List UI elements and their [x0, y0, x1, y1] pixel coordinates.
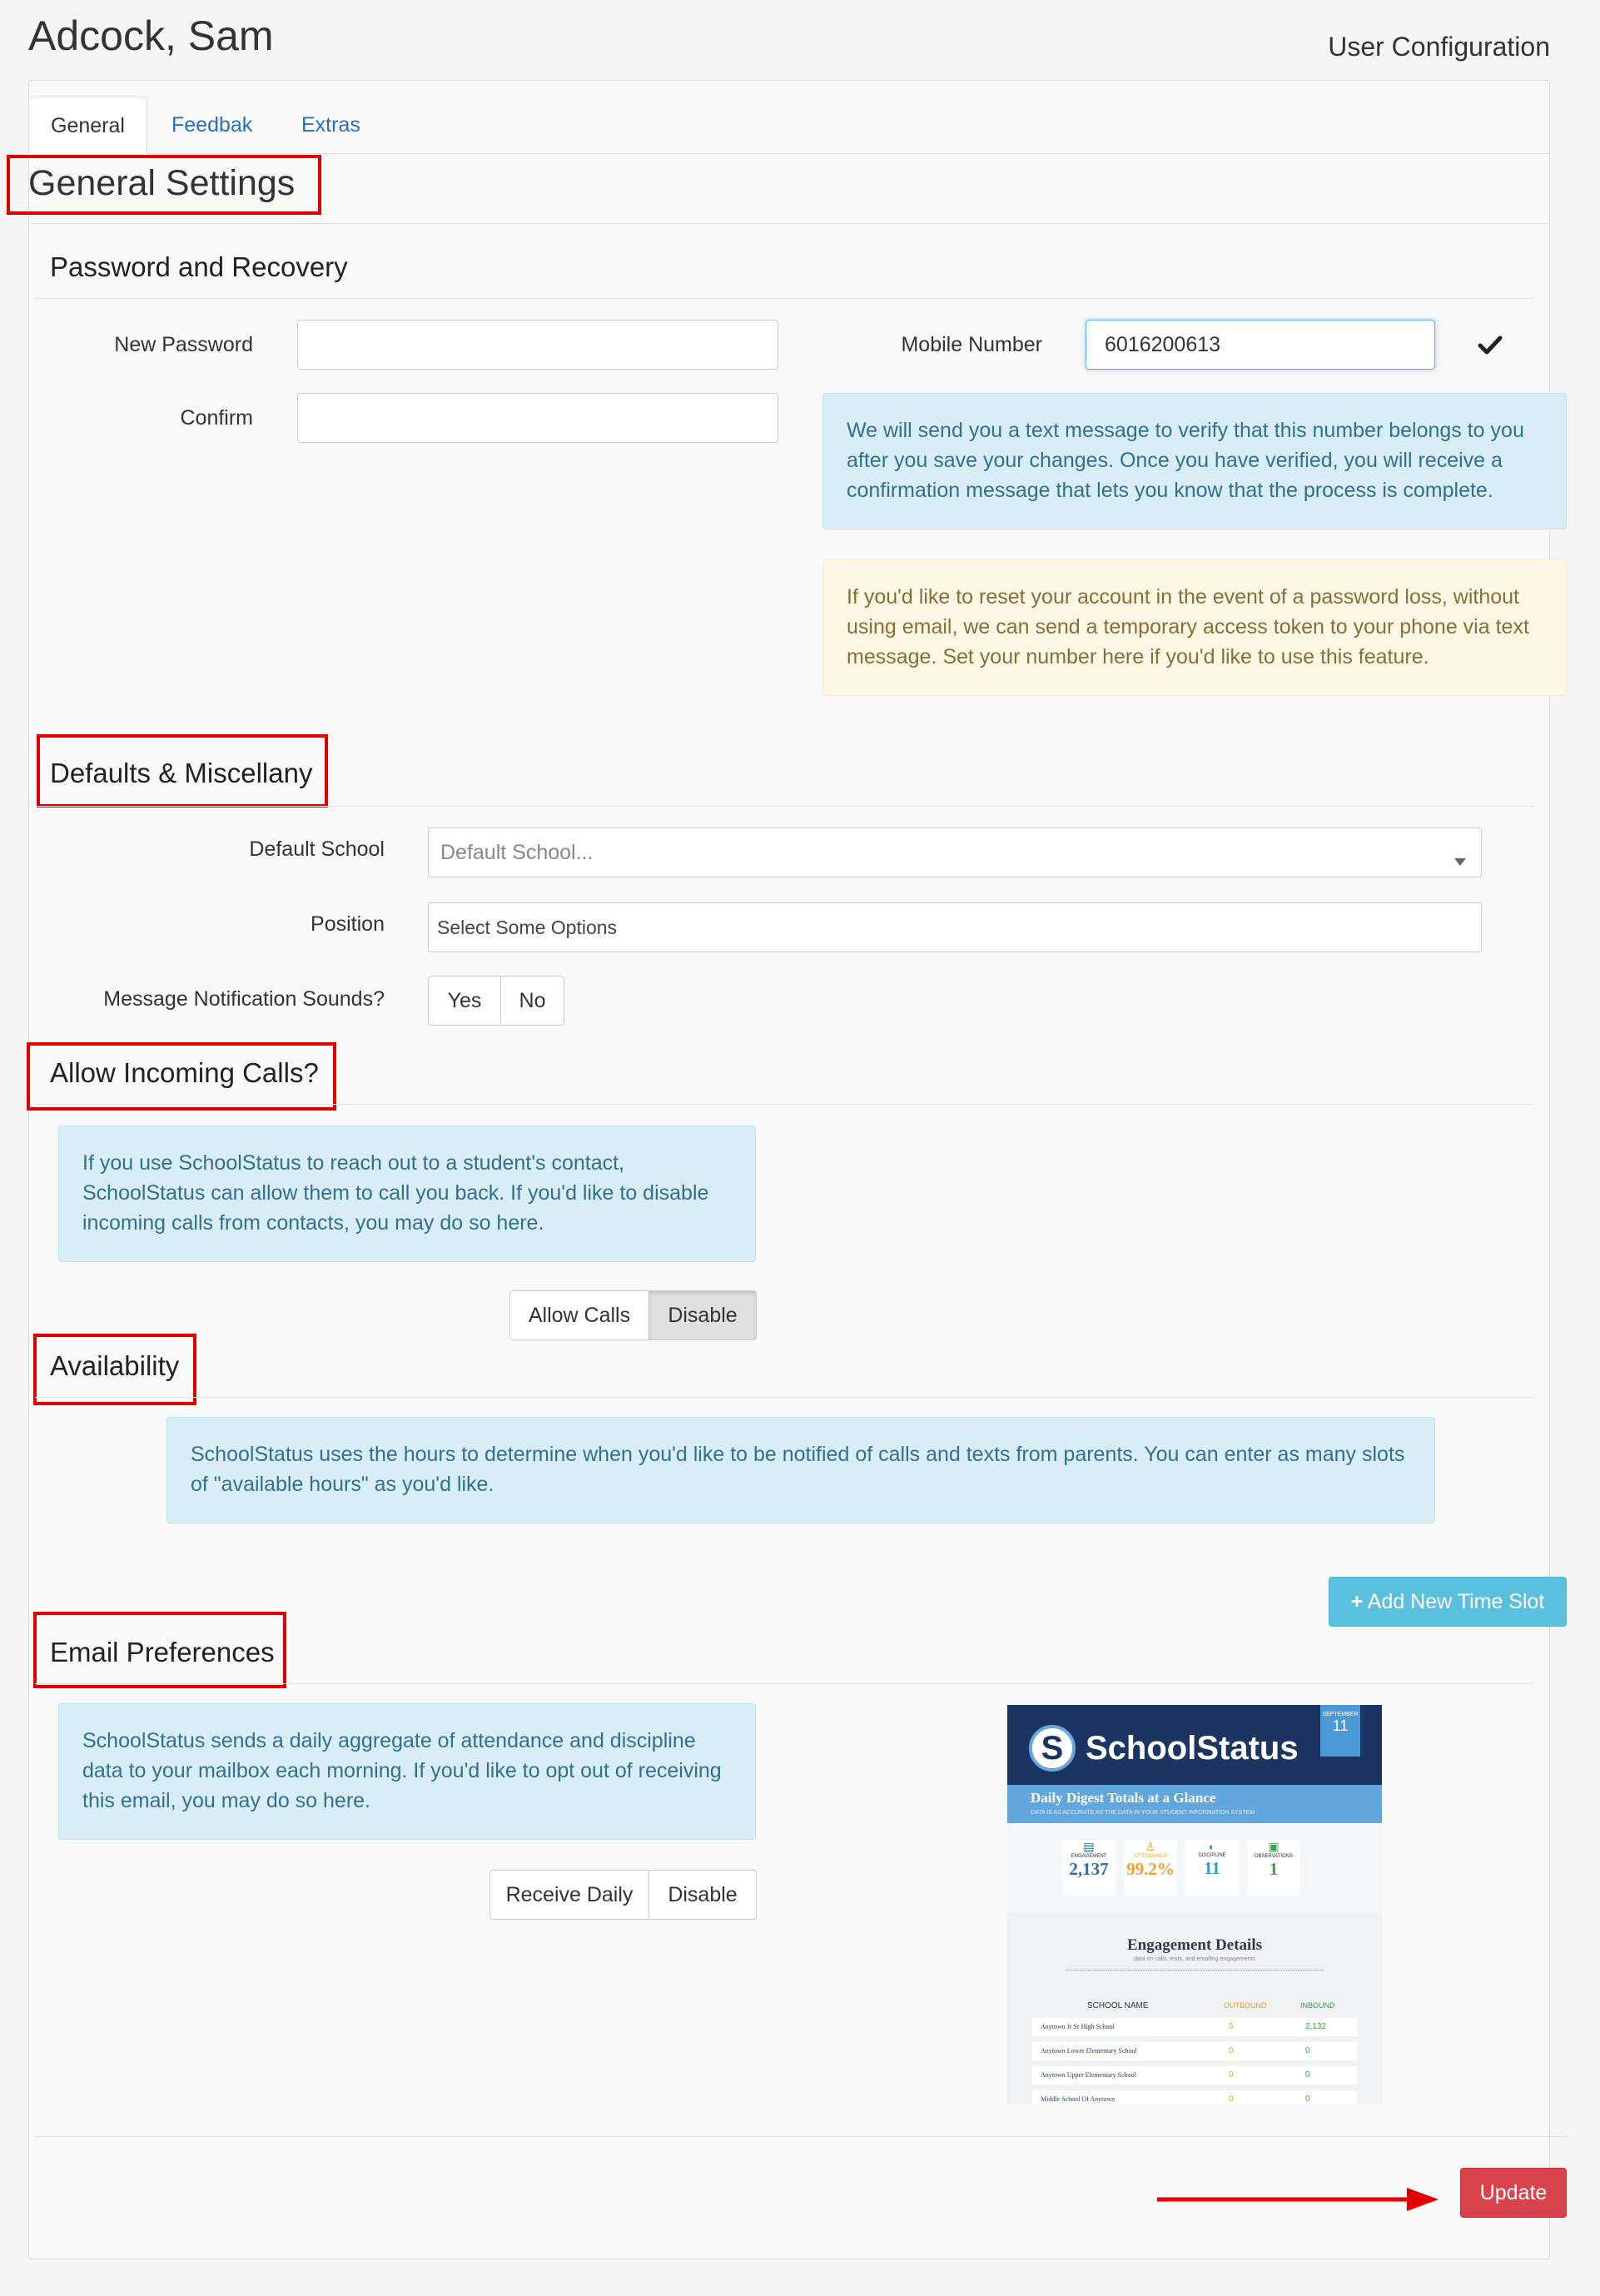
update-button[interactable]: Update [1460, 2168, 1567, 2218]
stat-observations: ▣ OBSERVATIONS 1 [1247, 1840, 1300, 1896]
password-reset-info: If you'd like to reset your account in the event of a password loss, without using email, we can send a temporary access token to your phone via text message. Set your number here if you'd like to use this feature. [822, 559, 1567, 696]
password-recovery-heading: Password and Recovery [50, 251, 348, 282]
mobile-number-label: Mobile Number [901, 333, 1042, 356]
sounds-yes-button[interactable]: Yes [428, 976, 501, 1026]
incoming-calls-heading: Allow Incoming Calls? [50, 1057, 319, 1088]
table-row: Anytown Lower Elementary School 0 0 [1032, 2042, 1357, 2060]
person-icon: ♙ [1145, 1840, 1156, 1853]
divider [35, 806, 1533, 807]
divider [35, 1683, 1533, 1684]
general-settings-heading: General Settings [28, 163, 296, 203]
divider [35, 2136, 1567, 2137]
schoolstatus-logo-icon: S [1029, 1725, 1076, 1772]
clipboard-icon: ▣ [1268, 1840, 1280, 1853]
confirm-password-input[interactable] [297, 393, 778, 443]
sounds-no-button[interactable]: No [500, 976, 564, 1026]
table-row: Anytown Upper Elementary School 0 0 [1032, 2066, 1357, 2085]
new-password-input[interactable] [297, 320, 778, 370]
mobile-verify-info: We will send you a text message to verify that this number belongs to you after you save your changes. Once you have verified, you will receive a confirmation message that lets you know that the process is complete. [822, 393, 1567, 529]
table-row: Anytown Jr Sr High School 5 2,132 [1032, 2018, 1357, 2036]
position-label: Position [311, 912, 385, 936]
notification-sounds-label: Message Notification Sounds? [103, 987, 385, 1011]
col-inbound: INBOUND [1300, 2001, 1335, 2010]
section-title: User Configuration [1328, 32, 1550, 62]
details-subtitle: data on calls, texts, and emailing engagements [1134, 1956, 1255, 1962]
page-title: Adcock, Sam [28, 12, 274, 59]
tab-general[interactable]: General [28, 97, 147, 154]
checkmark-icon [1477, 331, 1503, 358]
disable-email-button[interactable]: Disable [648, 1870, 757, 1920]
tab-extras[interactable]: Extras [301, 113, 360, 137]
defaults-heading: Defaults & Miscellany [50, 758, 313, 788]
confirm-label: Confirm [180, 406, 253, 430]
divider [35, 1104, 1533, 1105]
col-outbound: OUTBOUND [1224, 2001, 1267, 2010]
allow-calls-button[interactable]: Allow Calls [509, 1290, 649, 1340]
new-password-label: New Password [114, 333, 253, 356]
availability-info: SchoolStatus uses the hours to determine when you'd like to be notified of calls and texts from parents. You can enter as many slots of "available hours" as you'd like. [166, 1417, 1435, 1523]
caret-down-icon [1454, 848, 1466, 872]
email-preferences-info: SchoolStatus sends a daily aggregate of attendance and discipline data to your mailbox each morning. If you'd like to opt out of receiving this email, you may do so here. [58, 1703, 756, 1840]
receive-daily-button[interactable]: Receive Daily [489, 1870, 649, 1920]
arrow-right-icon [1157, 2183, 1440, 2216]
disable-calls-button[interactable]: Disable [648, 1290, 757, 1340]
details-title: Engagement Details [1126, 1936, 1262, 1954]
incoming-calls-info: If you use SchoolStatus to reach out to a student's contact, SchoolStatus can allow them to call you back. If you'd like to disable incoming calls from contacts, you may do so here. [58, 1126, 756, 1262]
stat-engagement: ▤ ENGAGEMENT 2,137 [1062, 1840, 1116, 1896]
divider [35, 298, 1533, 299]
default-school-select[interactable]: Default School... [428, 827, 1482, 877]
date-badge: SEPTEMBER 11 [1320, 1705, 1360, 1757]
plus-icon: + [1350, 1590, 1364, 1613]
add-time-slot-button[interactable]: + Add New Time Slot [1329, 1577, 1567, 1627]
default-school-label: Default School [249, 837, 385, 861]
mobile-number-input[interactable]: 6016200613 [1086, 320, 1435, 370]
daily-digest-preview [1007, 1705, 1382, 2105]
availability-heading: Availability [50, 1350, 180, 1381]
digest-subtitle: DATA IS AS ACCURATE AS THE DATA IN YOUR STUDENT INFORMATION SYSTEM [1031, 1810, 1255, 1816]
stat-discipline: ◐ DISCIPLINE 11 [1185, 1840, 1239, 1896]
whistle-icon: ◐ [1208, 1840, 1216, 1853]
divider [35, 1397, 1533, 1398]
tab-feedbak[interactable]: Feedbak [171, 113, 253, 137]
document-icon: ▤ [1083, 1840, 1095, 1853]
email-preferences-heading: Email Preferences [50, 1637, 275, 1667]
preview-brand: SchoolStatus [1086, 1730, 1299, 1767]
table-row: Middle School Of Anytown 0 0 [1032, 2090, 1357, 2105]
col-school-name: SCHOOL NAME [1087, 2001, 1149, 2010]
position-multiselect[interactable]: Select Some Options [428, 902, 1482, 952]
stat-attendance: ♙ ATTENDANCE 99.2% [1124, 1840, 1177, 1896]
digest-title: Daily Digest Totals at a Glance [1031, 1790, 1216, 1806]
divider [28, 223, 1550, 224]
